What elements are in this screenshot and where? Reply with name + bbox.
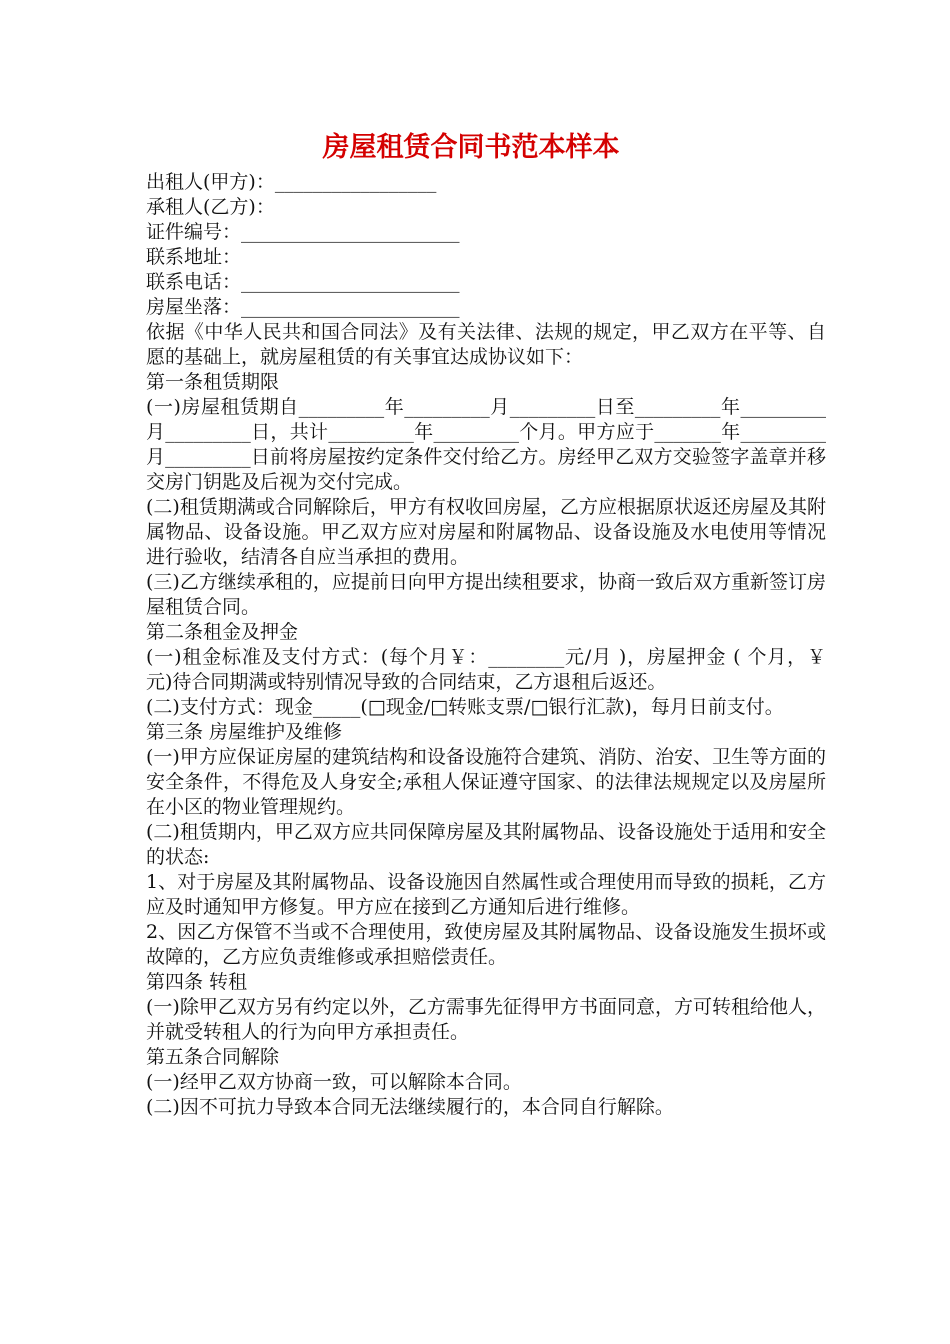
lessor-line: 出租人(甲方)：_________________ — [146, 171, 437, 193]
article-3-heading: 第三条 房屋维护及维修 — [146, 721, 343, 743]
article-2-clause-2: (二)支付方式：现金_____(□现金/□转账支票/□银行汇款)，每月日前支付。 — [146, 696, 784, 718]
document-title: 房屋租赁合同书范本样本 — [322, 132, 620, 163]
document-page — [146, 128, 833, 1120]
lessee-line: 承租人(乙方)： — [146, 196, 275, 218]
article-3-item-2: 2、因乙方保管不当或不合理使用，致使房屋及其附属物品、设备设施发生损坏或故障的，乙方应负责维修或承担赔偿责任。 — [146, 921, 826, 968]
article-3-item-1: 1、对于房屋及其附属物品、设备设施因自然属性或合理使用而导致的损耗，乙方应及时通知甲方修复。甲方应在接到乙方通知后进行维修。 — [146, 871, 826, 918]
article-3-clause-1: (一)甲方应保证房屋的建筑结构和设备设施符合建筑、消防、治安、卫生等方面的安全条件，不得危及人身安全;承租人保证遵守国家、的法律法规规定以及房屋所在小区的物业管理规约。 — [146, 746, 826, 818]
article-4-clause-1: (一)除甲乙双方另有约定以外，乙方需事先征得甲方书面同意，方可转租给他人，并就受转租人的行为向甲方承担责任。 — [146, 996, 826, 1043]
article-5-heading: 第五条合同解除 — [146, 1046, 280, 1068]
article-2-clause-1: (一)租金标准及支付方式：(每个月￥：________元/月 )，房屋押金 ( 个月，￥ 元)待合同期满或特别情况导致的合同结束，乙方退租后返还。 — [146, 646, 833, 693]
article-3-clause-2: (二)租赁期内，甲乙双方应共同保障房屋及其附属物品、设备设施处于适用和安全的状态: — [146, 821, 826, 868]
article-1-clause-1: (一)房屋租赁期自_________年_________月_________日至_________年_________月_________日，共计_________年_________个月。甲方应于_______年_________月_________日前将房屋按约定条件交付给乙方。房经甲乙双方交验签字盖章并移交房门钥匙及后视为交付完成。 — [146, 396, 826, 493]
preamble-paragraph: 依据《中华人民共和国合同法》及有关法律、法规的规定，甲乙双方在平等、自愿的基础上，就房屋租赁的有关事宜达成协议如下： — [146, 321, 826, 368]
address-line: 联系地址： — [146, 246, 242, 268]
phone-line: 联系电话：_______________________ — [146, 271, 460, 293]
article-2-heading: 第二条租金及押金 — [146, 621, 299, 643]
article-5-clause-2: (二)因不可抗力导致本合同无法继续履行的，本合同自行解除。 — [146, 1096, 674, 1118]
article-1-clause-2: (二)租赁期满或合同解除后，甲方有权收回房屋，乙方应根据原状返还房屋及其附属物品、设备设施。甲乙双方应对房屋和附属物品、设备设施及水电使用等情况进行验收，结清各自应当承担的费用。 — [146, 496, 826, 568]
article-1-clause-3: (三)乙方继续承租的，应提前日向甲方提出续租要求，协商一致后双方重新签订房屋租赁合同。 — [146, 571, 826, 618]
article-5-clause-1: (一)经甲乙双方协商一致，可以解除本合同。 — [146, 1071, 522, 1093]
article-1-heading: 第一条租赁期限 — [146, 371, 280, 393]
article-4-heading: 第四条 转租 — [146, 971, 248, 993]
id-number-line: 证件编号：_______________________ — [146, 221, 460, 243]
property-location-line: 房屋坐落：_______________________ — [146, 296, 460, 318]
